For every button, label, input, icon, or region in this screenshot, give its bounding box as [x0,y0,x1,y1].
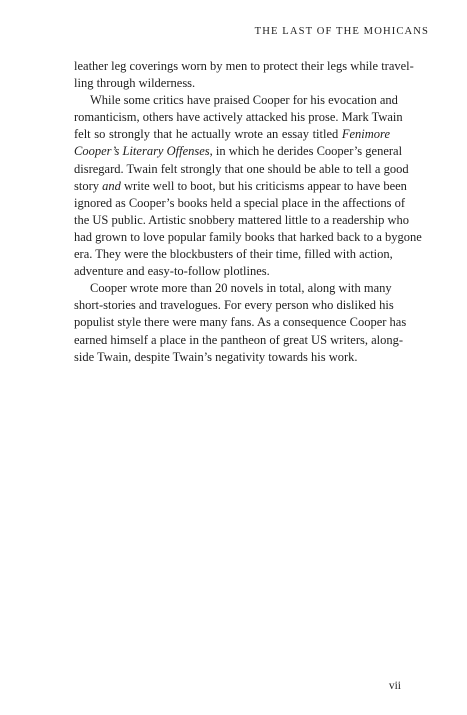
text-segment: had grown to love popular family books that harked back to a bygone [74,229,422,244]
text-segment: adventure and easy-to-follow plotlines. [74,264,270,279]
text-segment: story [74,178,103,193]
text-line [74,332,404,349]
text-line [74,246,393,263]
text-segment: leather leg coverings worn by men to protect their legs while travel- [74,59,414,73]
italic-segment: Fenimore [341,127,390,142]
text-line [74,195,406,212]
text-line [74,280,390,297]
text-segment: the US public. Artistic snobbery mattered little to a readership who [74,212,409,227]
text-line [74,212,409,229]
text-segment: short-stories and travelogues. For every person who disliked his [74,298,394,313]
text-line [74,349,390,366]
text-segment: romanticism, others have actively attacked his prose. Mark Twain [74,110,403,125]
text-segment: ignored as Cooper’s books held a special place in the affections of [74,195,406,210]
text-line [74,126,390,143]
text-segment: ling through wilderness. [74,76,196,91]
text-line [74,314,407,331]
text-segment: populist style there were many fans. As a consequence Cooper has [74,315,407,330]
text-segment: disregard. Twain felt strongly that one should be able to tell a good [74,161,409,176]
text-line [74,229,422,246]
italic-segment: Cooper’s Literary Offenses [74,144,210,159]
text-segment: While some critics have praised Cooper for his evocation and [90,93,398,108]
text-segment: earned himself a place in the pantheon of great US writers, along- [74,332,404,347]
text-line [74,297,394,314]
text-segment: felt so strongly that he actually wrote an essay titled [74,127,342,142]
text-line [74,75,390,92]
running-header: THE LAST OF THE MOHICANS [254,26,429,37]
text-line [74,58,414,75]
text-line [74,263,390,280]
text-line [74,109,403,126]
text-line [74,143,403,160]
text-segment: , in which he derides Cooper’s general [209,144,403,159]
italic-segment: and [102,178,121,193]
text-segment: Cooper wrote more than 20 novels in total, along with many [90,281,392,296]
text-line [74,178,407,195]
text-segment: write well to boot, but his criticisms appear to have been [120,178,407,193]
text-line [74,161,409,178]
page-number: vii [388,680,401,692]
text-segment: era. They were the blockbusters of their time, filled with action, [74,247,393,262]
body-text [74,58,422,366]
text-segment: side Twain, despite Twain’s negativity towards his work. [74,349,358,364]
text-line [74,92,398,109]
